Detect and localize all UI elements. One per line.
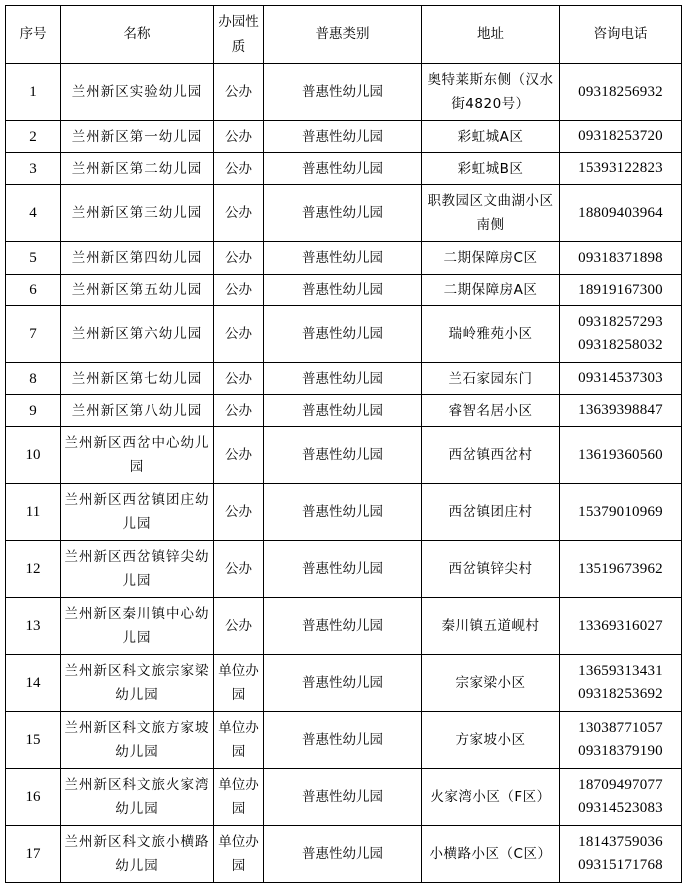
cell-index: 1 (6, 64, 61, 121)
cell-phone (560, 427, 682, 484)
cell-category: 普惠性幼儿园 (264, 655, 422, 712)
table-row (6, 363, 682, 395)
cell-category: 普惠性幼儿园 (264, 64, 422, 121)
cell-phone (560, 541, 682, 598)
phone-number: 09318253692 (578, 686, 663, 702)
cell-nature: 公办 (214, 306, 264, 363)
cell-phone (560, 484, 682, 541)
cell-phone (560, 598, 682, 655)
cell-index: 2 (6, 121, 61, 153)
phone-number: 09314523083 (578, 800, 663, 816)
phone-number: 09318256932 (578, 83, 663, 100)
cell-name: 兰州新区秦川镇中心幼儿园 (61, 598, 214, 655)
cell-nature: 公办 (214, 275, 264, 306)
header-nature: 办园性质 (214, 6, 264, 64)
cell-address: 方家坡小区 (422, 712, 560, 769)
cell-name: 兰州新区科文旅火家湾幼儿园 (61, 769, 214, 826)
header-phone: 咨询电话 (560, 6, 682, 64)
cell-name: 兰州新区西岔镇团庄幼儿园 (61, 484, 214, 541)
cell-category: 普惠性幼儿园 (264, 712, 422, 769)
cell-address: 彩虹城B区 (422, 153, 560, 185)
cell-address: 西岔镇西岔村 (422, 427, 560, 484)
cell-category: 普惠性幼儿园 (264, 153, 422, 185)
cell-address: 火家湾小区（F区） (422, 769, 560, 826)
table-row (6, 712, 682, 769)
cell-index: 17 (6, 826, 61, 883)
phone-number: 13619360560 (578, 446, 663, 463)
cell-name: 兰州新区第二幼儿园 (61, 153, 214, 185)
cell-nature: 公办 (214, 121, 264, 153)
table-row (6, 769, 682, 826)
table-row (6, 598, 682, 655)
table-row (6, 153, 682, 185)
cell-index: 6 (6, 275, 61, 306)
cell-phone (560, 153, 682, 185)
cell-index: 15 (6, 712, 61, 769)
cell-nature: 单位办园 (214, 712, 264, 769)
cell-category: 普惠性幼儿园 (264, 395, 422, 427)
table-row (6, 242, 682, 275)
cell-name: 兰州新区第三幼儿园 (61, 185, 214, 242)
cell-phone (560, 275, 682, 306)
cell-index: 13 (6, 598, 61, 655)
table-row (6, 395, 682, 427)
table-row (6, 121, 682, 153)
phone-number: 13519673962 (578, 560, 663, 577)
cell-phone (560, 306, 682, 363)
cell-nature: 公办 (214, 242, 264, 275)
cell-name: 兰州新区第六幼儿园 (61, 306, 214, 363)
cell-address: 睿智名居小区 (422, 395, 560, 427)
phone-number: 09318253720 (578, 128, 663, 144)
cell-address: 二期保障房A区 (422, 275, 560, 306)
phone-number: 09318258032 (578, 337, 663, 353)
cell-category: 普惠性幼儿园 (264, 363, 422, 395)
header-index: 序号 (6, 6, 61, 64)
cell-nature: 公办 (214, 484, 264, 541)
cell-category: 普惠性幼儿园 (264, 242, 422, 275)
phone-number: 09314537303 (578, 370, 663, 386)
cell-nature: 公办 (214, 185, 264, 242)
cell-name: 兰州新区西岔中心幼儿园 (61, 427, 214, 484)
table-row (6, 306, 682, 363)
cell-phone (560, 712, 682, 769)
cell-address: 职教园区文曲湖小区南侧 (422, 185, 560, 242)
cell-category: 普惠性幼儿园 (264, 427, 422, 484)
table-row (6, 541, 682, 598)
cell-address: 彩虹城A区 (422, 121, 560, 153)
cell-category: 普惠性幼儿园 (264, 541, 422, 598)
cell-name: 兰州新区科文旅方家坡幼儿园 (61, 712, 214, 769)
cell-name: 兰州新区第七幼儿园 (61, 363, 214, 395)
cell-address: 宗家梁小区 (422, 655, 560, 712)
table-body (6, 64, 682, 883)
cell-address: 小横路小区（C区） (422, 826, 560, 883)
cell-category: 普惠性幼儿园 (264, 769, 422, 826)
cell-name: 兰州新区第五幼儿园 (61, 275, 214, 306)
cell-name: 兰州新区第四幼儿园 (61, 242, 214, 275)
phone-number: 18809403964 (578, 204, 663, 221)
cell-nature: 单位办园 (214, 769, 264, 826)
phone-number: 09318371898 (578, 249, 663, 266)
cell-nature: 公办 (214, 64, 264, 121)
cell-nature: 公办 (214, 153, 264, 185)
cell-phone (560, 655, 682, 712)
header-row (6, 6, 682, 64)
table-row (6, 427, 682, 484)
cell-category: 普惠性幼儿园 (264, 306, 422, 363)
cell-name: 兰州新区西岔镇锌尖幼儿园 (61, 541, 214, 598)
cell-category: 普惠性幼儿园 (264, 185, 422, 242)
phone-number: 09318379190 (578, 743, 663, 759)
cell-address: 西岔镇团庄村 (422, 484, 560, 541)
cell-address: 瑞岭雅苑小区 (422, 306, 560, 363)
cell-index: 8 (6, 363, 61, 395)
cell-nature: 单位办园 (214, 826, 264, 883)
cell-index: 11 (6, 484, 61, 541)
cell-index: 7 (6, 306, 61, 363)
phone-number: 18709497077 (578, 777, 663, 793)
header-name: 名称 (61, 6, 214, 64)
cell-address: 兰石家园东门 (422, 363, 560, 395)
phone-number: 15379010969 (578, 503, 663, 520)
phone-number: 13659313431 (578, 663, 663, 679)
cell-name: 兰州新区第一幼儿园 (61, 121, 214, 153)
cell-index: 12 (6, 541, 61, 598)
cell-index: 4 (6, 185, 61, 242)
table-row (6, 185, 682, 242)
cell-phone (560, 826, 682, 883)
cell-nature: 单位办园 (214, 655, 264, 712)
cell-phone (560, 242, 682, 275)
phone-number: 15393122823 (578, 160, 663, 176)
cell-index: 16 (6, 769, 61, 826)
phone-number: 09318257293 (578, 314, 663, 330)
cell-address: 奥特莱斯东侧（汉水街4820号） (422, 64, 560, 121)
kindergarten-table-container (5, 5, 682, 883)
cell-phone (560, 363, 682, 395)
phone-number: 18919167300 (578, 281, 663, 298)
cell-name: 兰州新区实验幼儿园 (61, 64, 214, 121)
table-row (6, 826, 682, 883)
phone-number: 18143759036 (578, 834, 663, 850)
cell-address: 西岔镇锌尖村 (422, 541, 560, 598)
cell-category: 普惠性幼儿园 (264, 598, 422, 655)
cell-phone (560, 185, 682, 242)
cell-name: 兰州新区第八幼儿园 (61, 395, 214, 427)
cell-category: 普惠性幼儿园 (264, 484, 422, 541)
cell-phone (560, 769, 682, 826)
cell-phone (560, 121, 682, 153)
cell-nature: 公办 (214, 598, 264, 655)
header-address: 地址 (422, 6, 560, 64)
cell-category: 普惠性幼儿园 (264, 121, 422, 153)
phone-number: 13639398847 (578, 402, 663, 418)
cell-index: 3 (6, 153, 61, 185)
cell-index: 10 (6, 427, 61, 484)
cell-phone (560, 395, 682, 427)
cell-nature: 公办 (214, 427, 264, 484)
cell-name: 兰州新区科文旅小横路幼儿园 (61, 826, 214, 883)
table-row (6, 484, 682, 541)
phone-number: 13369316027 (578, 617, 663, 634)
cell-address: 秦川镇五道岘村 (422, 598, 560, 655)
kindergarten-table (5, 5, 682, 883)
cell-nature: 公办 (214, 363, 264, 395)
table-row (6, 275, 682, 306)
cell-nature: 公办 (214, 395, 264, 427)
cell-phone (560, 64, 682, 121)
phone-number: 09315171768 (578, 857, 663, 873)
cell-name: 兰州新区科文旅宗家梁幼儿园 (61, 655, 214, 712)
cell-nature: 公办 (214, 541, 264, 598)
cell-category: 普惠性幼儿园 (264, 275, 422, 306)
table-row (6, 64, 682, 121)
cell-index: 14 (6, 655, 61, 712)
header-category: 普惠类别 (264, 6, 422, 64)
table-row (6, 655, 682, 712)
cell-address: 二期保障房C区 (422, 242, 560, 275)
cell-category: 普惠性幼儿园 (264, 826, 422, 883)
cell-index: 9 (6, 395, 61, 427)
cell-index: 5 (6, 242, 61, 275)
phone-number: 13038771057 (578, 720, 663, 736)
